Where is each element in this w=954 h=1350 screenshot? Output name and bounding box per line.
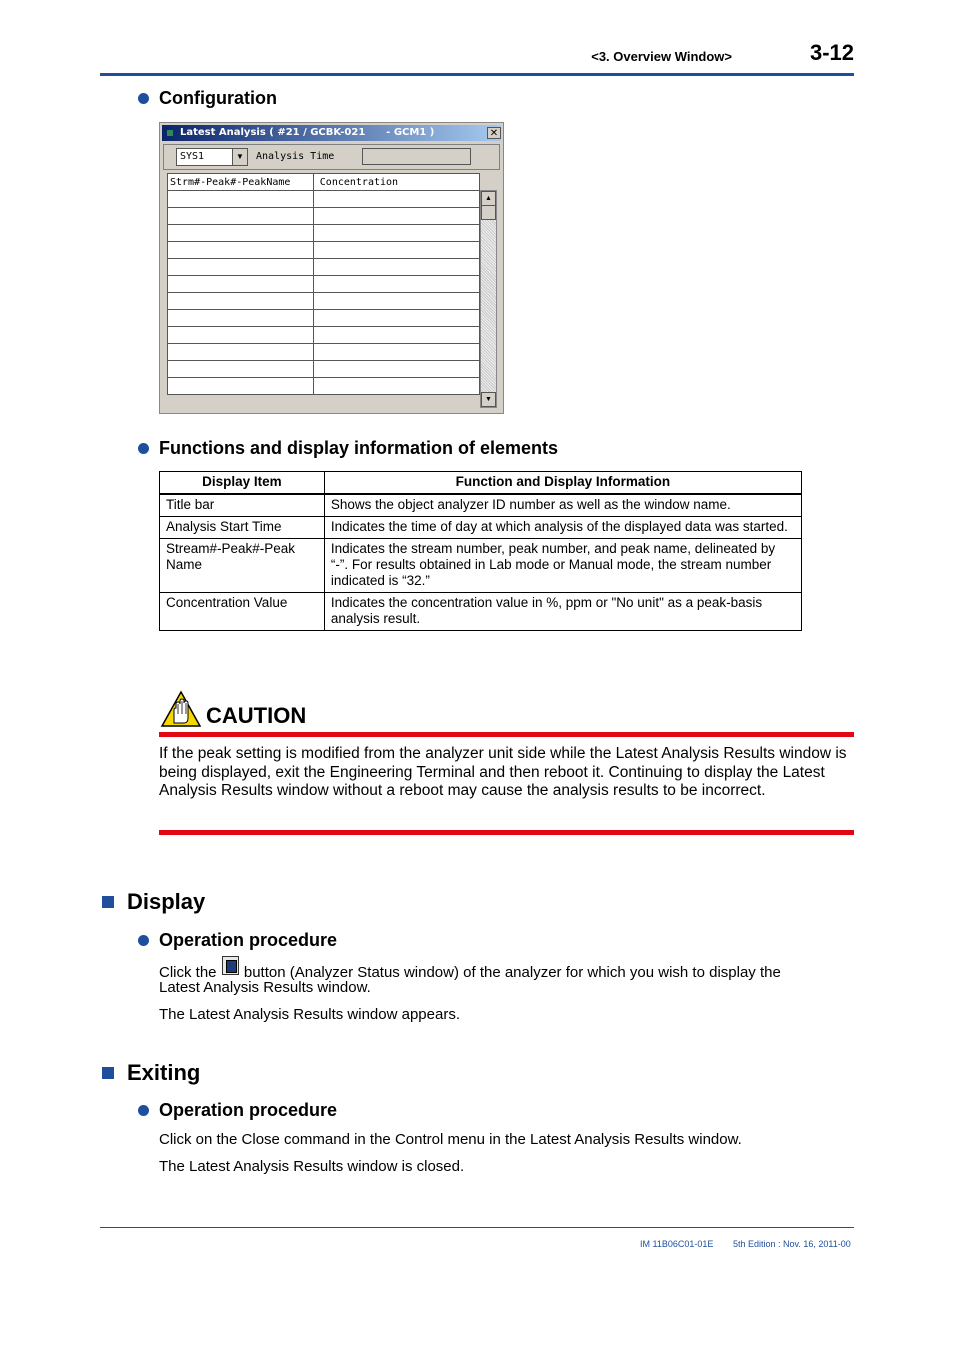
header-rule xyxy=(100,73,854,76)
header-section-title: <3. Overview Window> xyxy=(591,49,732,64)
table-row xyxy=(160,517,802,539)
grid-header-row xyxy=(168,174,480,191)
bullet-icon xyxy=(138,93,149,104)
table-cell: Stream#-Peak#-Peak Name xyxy=(160,539,325,593)
display-text-before: Click the xyxy=(159,964,217,981)
table-cell: Analysis Start Time xyxy=(160,517,325,539)
table-cell: Title bar xyxy=(160,494,325,517)
table-cell: Indicates the time of day at which analysis of the displayed data was started. xyxy=(324,517,801,539)
table-row[interactable] xyxy=(168,310,480,327)
section-square-icon xyxy=(102,896,114,908)
display-text-after: button (Analyzer Status window) of the analyzer for which you wish to display the xyxy=(243,964,781,981)
exiting-instruction: Click on the Close command in the Control menu in the Latest Analysis Results window. xyxy=(159,1131,742,1148)
table-row[interactable] xyxy=(168,225,480,242)
footer-edition: 5th Edition : Nov. 16, 2011-00 xyxy=(733,1239,851,1249)
table-row xyxy=(160,539,802,593)
caution-hand-icon xyxy=(160,690,202,728)
chevron-down-icon[interactable]: ▼ xyxy=(232,149,247,165)
scroll-up-icon[interactable]: ▲ xyxy=(481,191,496,206)
page-number: 3-12 xyxy=(810,40,855,65)
grid-column-header: Concentration xyxy=(313,174,479,191)
grid-column-header: Strm#-Peak#-PeakName xyxy=(168,174,314,191)
table-cell: Indicates the concentration value in %, ppm or "No unit" as a peak-basis analysis result. xyxy=(324,593,801,631)
window-title-bar[interactable] xyxy=(162,125,501,141)
analysis-time-field xyxy=(362,148,471,165)
table-row[interactable] xyxy=(168,242,480,259)
table-row[interactable] xyxy=(168,191,480,208)
scroll-down-icon[interactable]: ▼ xyxy=(481,392,496,407)
table-cell: Concentration Value xyxy=(160,593,325,631)
configuration-heading: Configuration xyxy=(159,88,277,108)
table-row[interactable] xyxy=(168,293,480,310)
analyzer-status-button-icon xyxy=(222,956,239,975)
bullet-icon xyxy=(138,935,149,946)
table-row[interactable] xyxy=(168,208,480,225)
window-close-button[interactable]: ✕ xyxy=(487,127,501,139)
display-heading: Display xyxy=(127,889,206,914)
caution-text: If the peak setting is modified from the analyzer unit side while the Latest Analysis Results window is being displayed, exit the Engineering Terminal and then reboot it. Continuing to display the Latest Analysis Results window without a reboot may cause the analysis results to be incorrect. xyxy=(159,745,847,799)
scroll-thumb[interactable] xyxy=(481,205,496,220)
table-cell: Shows the object analyzer ID number as well as the window name. xyxy=(324,494,801,517)
results-grid xyxy=(167,173,480,395)
exiting-op-heading: Operation procedure xyxy=(159,1100,338,1120)
table-row[interactable] xyxy=(168,327,480,344)
display-result-text: The Latest Analysis Results window appears. xyxy=(159,1006,460,1023)
section-square-icon xyxy=(102,1067,114,1079)
footer-doc-id: IM 11B06C01-01E xyxy=(640,1239,714,1249)
latest-analysis-window xyxy=(159,122,504,414)
window-app-icon xyxy=(167,130,173,136)
system-select[interactable] xyxy=(176,148,248,166)
table-row[interactable] xyxy=(168,361,480,378)
table-cell: Indicates the stream number, peak number, and peak name, delineated by “-”. For results obtained in Lab mode or Manual mode, the stream number indicated is “32.” xyxy=(324,539,801,593)
caution-rule-bottom xyxy=(159,830,854,835)
functions-heading: Functions and display information of elements xyxy=(159,438,559,458)
table-row[interactable] xyxy=(168,276,480,293)
table-row[interactable] xyxy=(168,259,480,276)
caution-rule-top xyxy=(159,732,854,737)
table-row[interactable] xyxy=(168,378,480,395)
table-row[interactable] xyxy=(168,344,480,361)
system-select-value: SYS1 xyxy=(180,151,205,162)
table-row xyxy=(160,593,802,631)
table-column-header: Function and Display Information xyxy=(324,472,801,495)
vertical-scrollbar[interactable] xyxy=(480,190,497,408)
display-op-heading: Operation procedure xyxy=(159,930,338,950)
footer-rule xyxy=(100,1227,854,1228)
bullet-icon xyxy=(138,1105,149,1116)
analysis-time-label: Analysis Time xyxy=(256,151,335,162)
table-column-header: Display Item xyxy=(160,472,325,495)
table-header-row xyxy=(160,472,802,495)
window-title: Latest Analysis ( #21 / GCBK-021 - GCM1 ) xyxy=(180,127,435,138)
display-text-line2: Latest Analysis Results window. xyxy=(159,979,371,996)
caution-title: CAUTION xyxy=(206,703,307,728)
exiting-result-text: The Latest Analysis Results window is closed. xyxy=(159,1158,465,1175)
table-row xyxy=(160,494,802,517)
functions-table xyxy=(159,471,802,631)
exiting-heading: Exiting xyxy=(127,1060,201,1085)
bullet-icon xyxy=(138,443,149,454)
